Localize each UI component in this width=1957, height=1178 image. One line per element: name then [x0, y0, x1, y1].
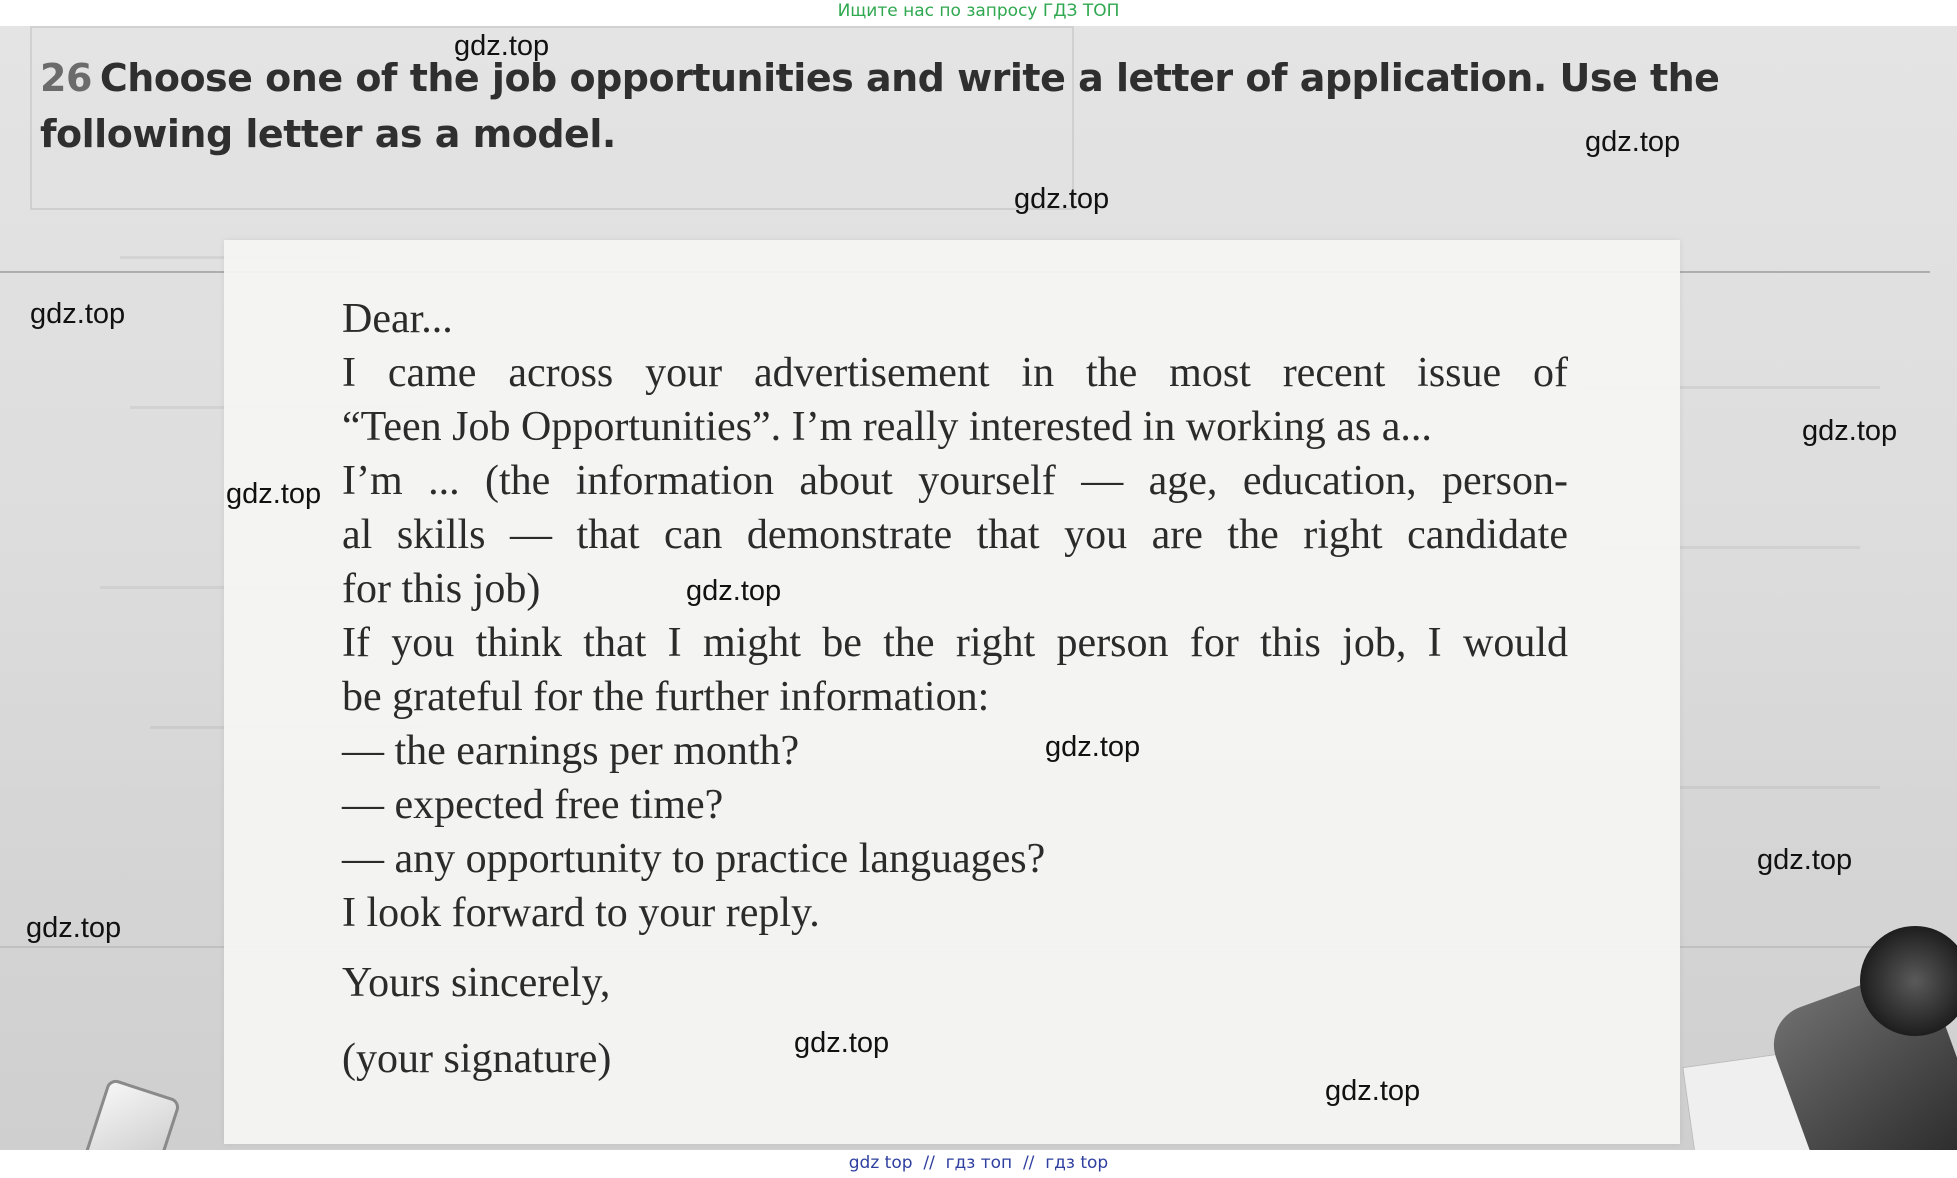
letter-signature: (your signature)	[342, 1036, 612, 1082]
watermark: gdz.top	[1325, 1075, 1421, 1107]
watermark: gdz.top	[226, 478, 322, 510]
letter-closing: I look forward to your reply.	[342, 890, 820, 936]
letter-line: for this job)	[342, 566, 541, 612]
letter-line: “Teen Job Opportunities”. I’m really interested in working as a...	[342, 404, 1432, 450]
letter-line: If you think that I might be the right person for this job, I would	[342, 620, 1568, 666]
watermark: gdz.top	[1585, 126, 1681, 158]
bottom-footer	[0, 1150, 1957, 1178]
letter-greeting: Dear...	[342, 296, 453, 342]
letter-question-item: — the earnings per month?	[342, 728, 800, 774]
task-text: Choose one of the job opportunities and write a letter of application. Use the following letter as a model.	[40, 56, 1720, 156]
watermark: gdz.top	[1802, 415, 1898, 447]
top-banner-text: Ищите нас по запросу ГДЗ ТОП	[837, 1, 1120, 21]
watermark: gdz.top	[1757, 844, 1853, 876]
task-number: 26	[40, 56, 92, 100]
phone-image	[70, 1077, 181, 1150]
letter-line: I’m ... (the information about yourself — age, education, person-	[342, 458, 1568, 504]
bottom-footer-text: gdz top // гдз топ // гдз top	[848, 1153, 1109, 1173]
watermark: gdz.top	[26, 912, 122, 944]
watermark: gdz.top	[1045, 731, 1141, 763]
model-letter	[342, 292, 1568, 1086]
letter-line: I came across your advertisement in the most recent issue of	[342, 350, 1568, 396]
top-banner	[0, 0, 1957, 24]
letter-question-item: — any opportunity to practice languages?	[342, 836, 1046, 882]
letter-line: be grateful for the further information:	[342, 674, 990, 720]
watermark: gdz.top	[794, 1027, 890, 1059]
letter-signoff: Yours sincerely,	[342, 960, 611, 1006]
letter-line: al skills — that can demonstrate that you are the right candidate	[342, 512, 1568, 558]
watermark: gdz.top	[686, 575, 782, 607]
watermark: gdz.top	[1014, 183, 1110, 215]
watermark: gdz.top	[30, 298, 126, 330]
letter-question-item: — expected free time?	[342, 782, 724, 828]
watermark: gdz.top	[454, 30, 550, 62]
